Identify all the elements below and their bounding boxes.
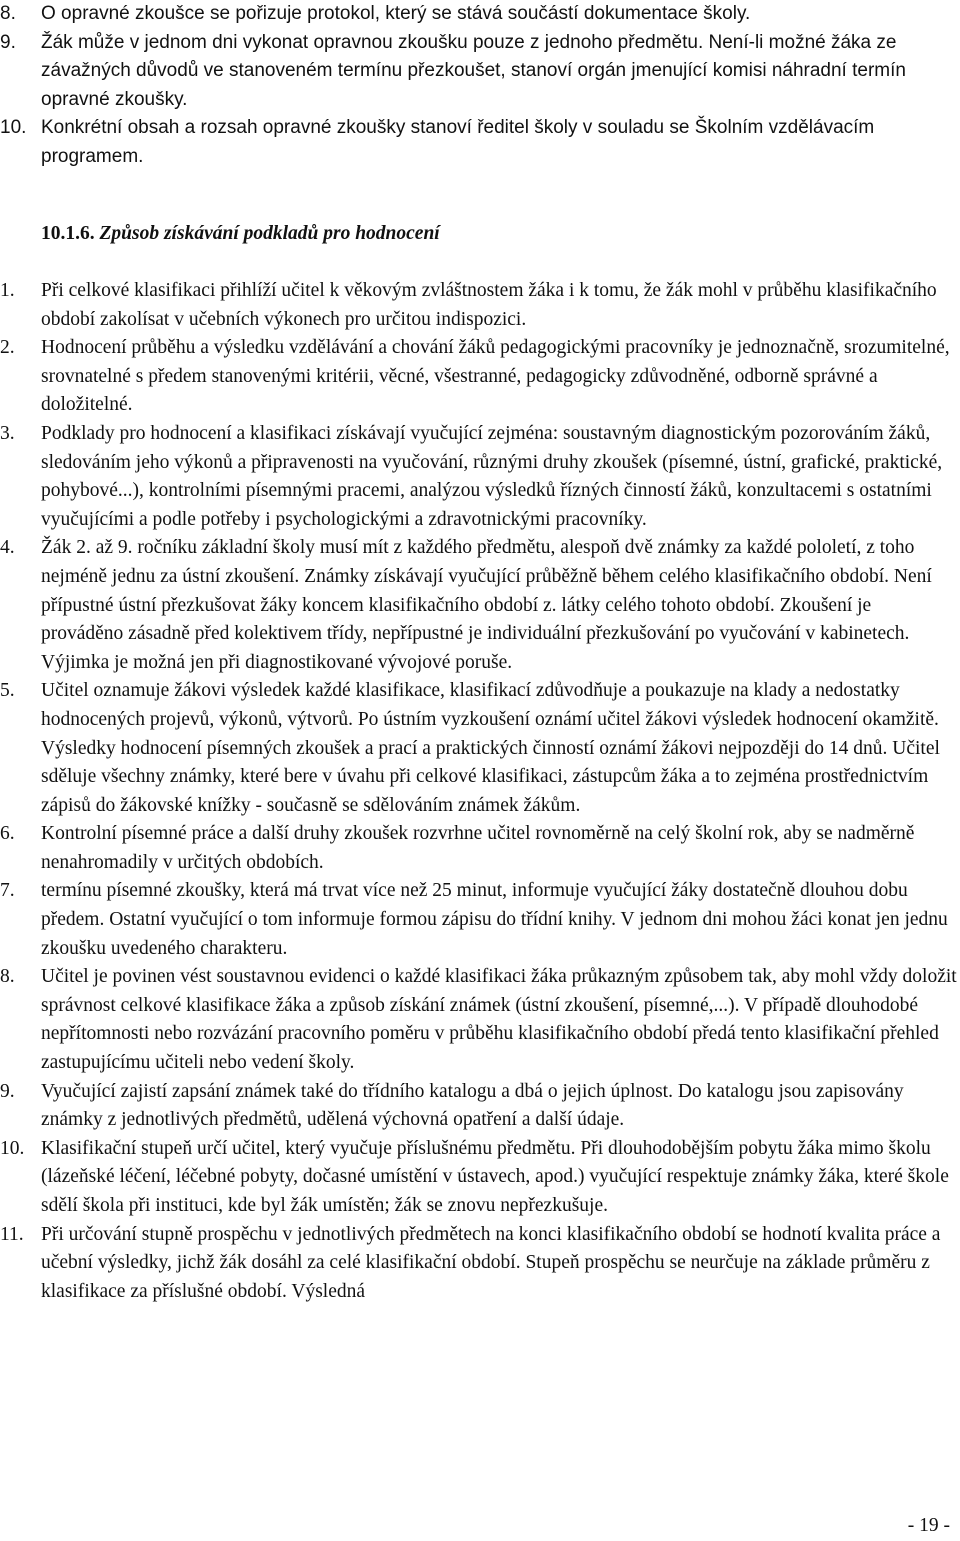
item-text: Kontrolní písemné práce a další druhy zkoušek rozvrhne učitel rovnoměrně na celý školní rok, aby se nadměrně nenahromadily v určitých obdobích.: [41, 823, 915, 873]
item-number: 6.: [0, 823, 15, 845]
list-item: [0, 963, 958, 1077]
list-item: [0, 1135, 958, 1221]
item-number: 9.: [0, 1080, 15, 1102]
retake-exam-rules-list: [0, 0, 945, 171]
item-number: 11.: [0, 1223, 24, 1245]
item-number: 8.: [0, 3, 16, 24]
list-item: [0, 677, 958, 820]
list-item: [0, 29, 945, 115]
item-number: 2.: [0, 337, 15, 359]
section-heading-number: 10.1.6.: [41, 223, 95, 244]
item-text: Hodnocení průběhu a výsledku vzdělávání a chování žáků pedagogickými pracovníky je jednoznačně, srozumitelné, srovnatelné s předem stanovenými kritérii, věcné, všestranné, pedagogicky zdůvodněné, odborně správné a doložitelné.: [41, 337, 950, 416]
item-number: 10.: [0, 117, 27, 138]
list-item: [0, 534, 958, 677]
section-heading-title: Způsob získávání podkladů pro hodnocení: [99, 223, 440, 244]
list-item: [0, 877, 958, 963]
list-item: [0, 334, 958, 420]
list-item: [0, 420, 958, 534]
page-number: - 19 -: [907, 1515, 950, 1536]
item-text: Podklady pro hodnocení a klasifikaci získávají vyučující zejména: soustavným diagnostickým pozorováním žáků, sledováním jeho výkonů a připravenosti na vyučování, různými druhy zkoušek (písemné, ústní, grafické, praktické, pohybové...), kontrolními písemnými pracemi, analýzou výsledků řízných činností žáků, konzultacemi s ostatními vyučujícími a podle potřeby i psychologickými a zdravotnickými pracovníky.: [41, 422, 943, 530]
item-text: O opravné zkoušce se pořizuje protokol, který se stává součástí dokumentace školy.: [41, 3, 751, 24]
item-number: 8.: [0, 966, 15, 988]
item-text: Klasifikační stupeň určí učitel, který vyučuje příslušnému předmětu. Při dlouhodobějším pobytu žáka mimo školu (lázeňské léčení, léčebné pobyty, dočasné umístění v ústavech, apod.) vyučující respektuje známky žáka, které škole sdělí škola při instituci, kde byl žák umístěn; žák se znovu nepřezkušuje.: [41, 1137, 949, 1216]
item-text: Učitel je povinen vést soustavnou evidenci o každé klasifikaci žáka průkazným způsobem tak, aby mohl vždy doložit správnost celkové klasifikace žáka a způsob získání známek (ústní zkoušení, písemné,...). V případě dlouhodobé nepřítomnosti nebo rozvázání pracovního poměru v průběhu klasifikačního období předá tento klasifikační přehled zastupujícímu učiteli nebo vedení školy.: [41, 966, 957, 1074]
list-item: [0, 820, 958, 877]
list-item: [0, 277, 958, 334]
item-text: Žák může v jednom dni vykonat opravnou zkoušku pouze z jednoho předmětu. Není-li možné žáka ze závažných důvodů ve stanoveném termínu přezkoušet, stanoví orgán jmenující komisi náhradní termín opravné zkoušky.: [41, 31, 906, 110]
item-number: 9.: [0, 31, 16, 53]
item-number: 10.: [0, 1137, 25, 1159]
list-item: [0, 114, 945, 171]
item-text: Žák 2. až 9. ročníku základní školy musí mít z každého předmětu, alespoň dvě známky za každé pololetí, z toho nejméně jednu za ústní zkoušení. Známky získávají vyučující průběžně během celého klasifikačního období. Není přípustné ústní přezkušovat žáky koncem klasifikačního období z. látky celého tohoto období. Zkoušení je prováděno zásadně před kolektivem třídy, nepřípustné je individuální přezkušování po vyučování v kabinetech. Výjimka je možná jen při diagnostikované vývojové poruše.: [41, 537, 932, 673]
item-text: Učitel oznamuje žákovi výsledek každé klasifikace, klasifikací zdůvodňuje a poukazuje na klady a nedostatky hodnocených projevů, výkonů, výtvorů. Po ústním vyzkoušení oznámí učitel žákovi výsledek hodnocení okamžitě. Výsledky hodnocení písemných zkoušek a prací a praktických činností oznámí žákovi nejpozději do 14 dnů. Učitel sděluje všechny známky, které bere v úvahu při celkové klasifikaci, zástupcům žáka a to zejména prostřednictvím zápisů do žákovské knížky - současně se sdělováním známek žákům.: [41, 680, 940, 816]
item-number: 7.: [0, 880, 15, 902]
section-heading: [41, 220, 440, 249]
item-text: Vyučující zajistí zapsání známek také do třídního katalogu a dbá o jejich úplnost. Do katalogu jsou zapisovány známky z jednotlivých předmětů, udělená výchovná opatření a další údaje.: [41, 1080, 904, 1131]
item-number: 4.: [0, 537, 15, 559]
item-number: 3.: [0, 422, 15, 444]
item-text: termínu písemné zkoušky, která má trvat více než 25 minut, informuje vyučující žáky dostatečně dlouhou dobu předem. Ostatní vyučující o tom informuje formou zápisu do třídní knihy. V jednom dni mohou žáci konat jen jednu zkoušku uvedeného charakteru.: [41, 880, 948, 959]
assessment-rules-list: [0, 277, 958, 1306]
item-number: 1.: [0, 280, 15, 301]
list-item: [0, 1078, 958, 1135]
list-item: [0, 1221, 958, 1307]
item-number: 5.: [0, 680, 15, 702]
item-text: Při určování stupně prospěchu v jednotlivých předmětech na konci klasifikačního období se hodnotí kvalita práce a učební výsledky, jichž žák dosáhl za celé klasifikační období. Stupeň prospěchu se neurčuje na základe průměru z klasifikace za příslušné období. Výsledná: [41, 1223, 941, 1302]
item-text: Konkrétní obsah a rozsah opravné zkoušky stanoví ředitel školy v souladu se Školním vzdělávacím programem.: [41, 117, 875, 167]
item-text: Při celkové klasifikaci přihlíží učitel k věkovým zvláštnostem žáka i k tomu, že žák mohl v průběhu klasifikačního období zakolísat v učebních výkonech pro určitou indispozici.: [41, 280, 937, 330]
list-item: [0, 0, 945, 29]
